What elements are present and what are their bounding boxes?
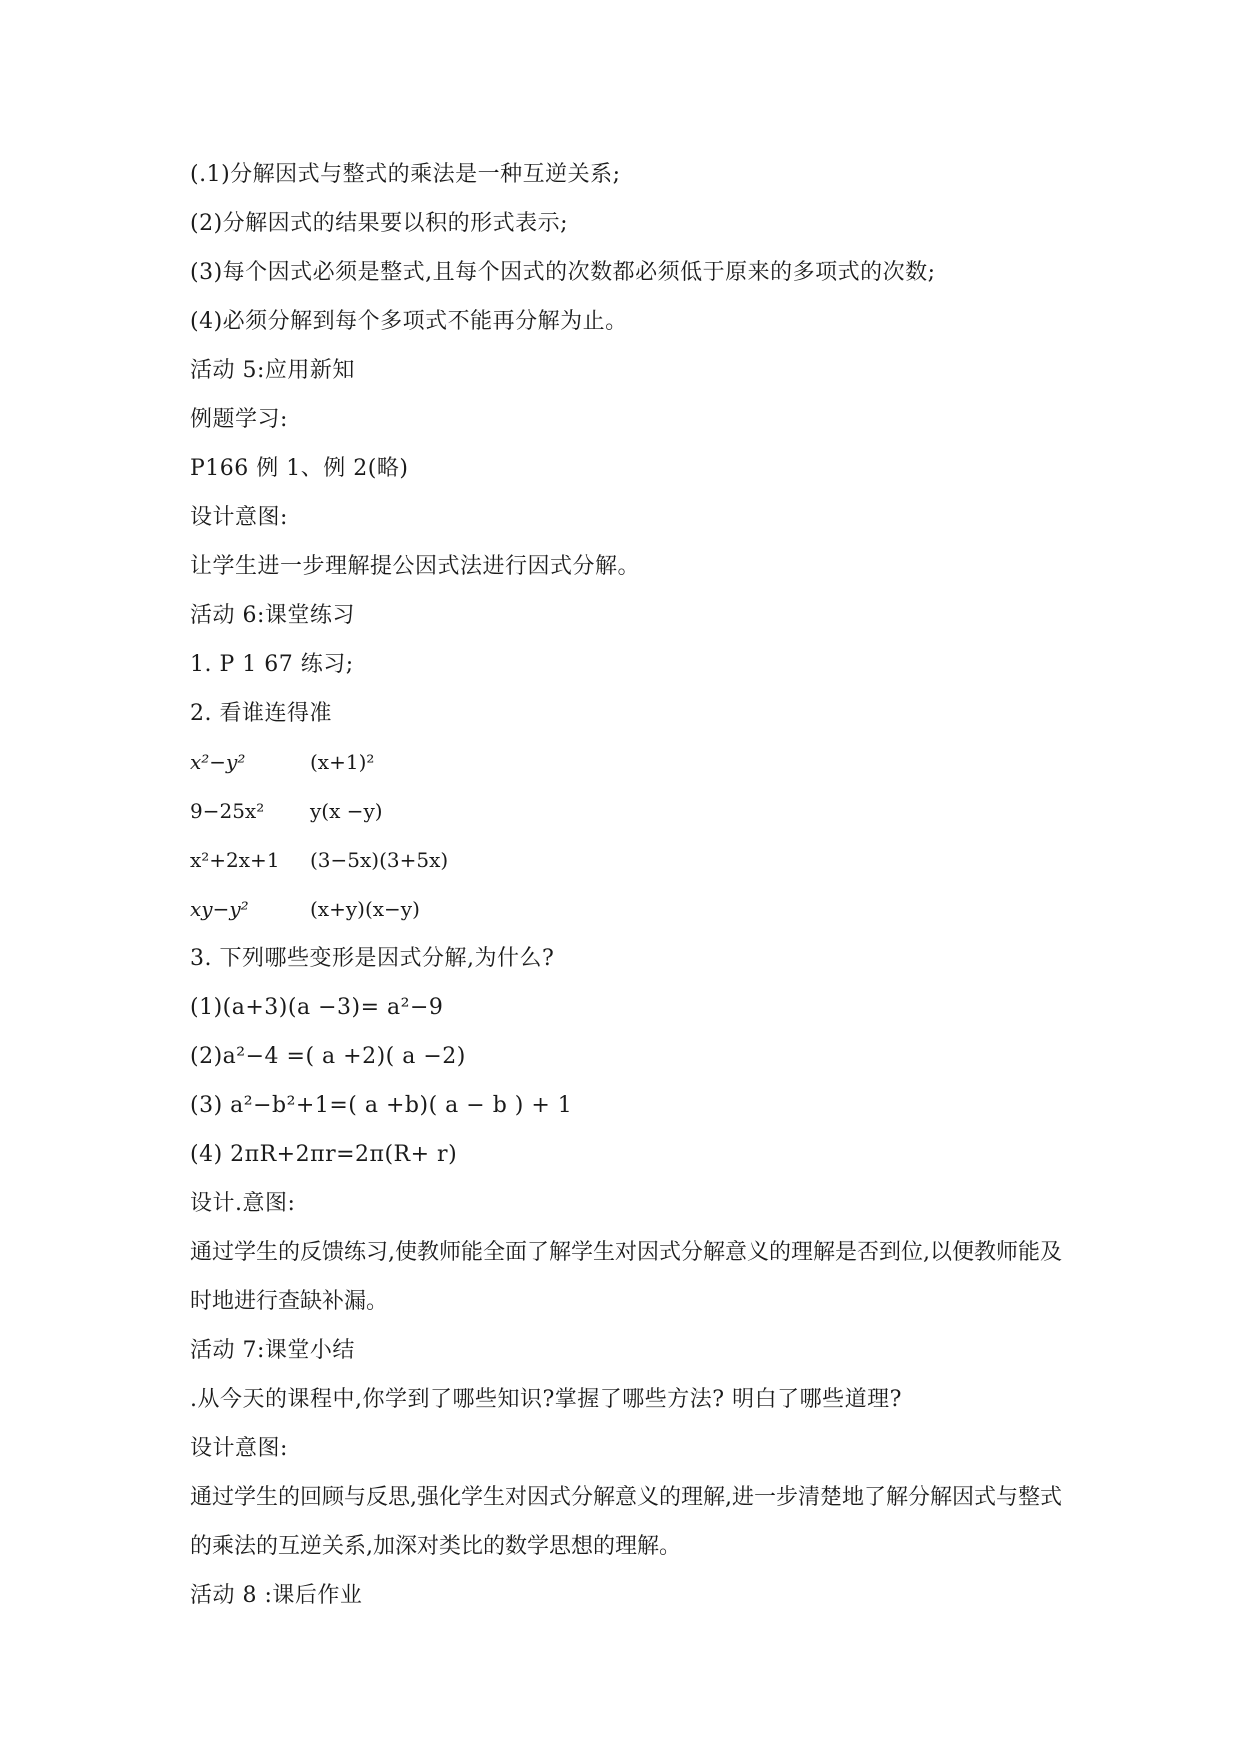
matching-left: x²+2x+1 <box>190 848 280 872</box>
matching-right: y(x −y) <box>310 799 383 823</box>
matching-right: (x+1)² <box>310 750 375 774</box>
matching-left: 9−25x² <box>190 799 265 823</box>
note-3: (3)每个因式必须是整式,且每个因式的次数都必须低于原来的多项式的次数; <box>190 260 936 285</box>
activity5-intent-text: 让学生进一步理解提公因式法进行因式分解。 <box>190 554 641 579</box>
activity6-item3: 3. 下列哪些变形是因式分解,为什么? <box>190 946 555 971</box>
matching-row <box>190 836 1070 885</box>
activity7-question: .从今天的课程中,你学到了哪些知识?掌握了哪些方法? 明白了哪些道理? <box>190 1387 902 1412</box>
activity6-item1: 1. P 1 67 练习; <box>190 652 354 677</box>
transform-4: (4) 2πR+2πr=2π(R+ r) <box>190 1142 458 1167</box>
activity5-example-ref: P166 例 1、例 2(略) <box>190 456 409 481</box>
activity6-intent-label: 设计.意图: <box>190 1191 296 1216</box>
note-1: (.1)分解因式与整式的乘法是一种互逆关系; <box>190 162 621 187</box>
activity5-heading: 活动 5:应用新知 <box>190 358 355 383</box>
matching-row <box>190 885 1070 934</box>
activity7-intent-label: 设计意图: <box>190 1436 288 1461</box>
matching-row <box>190 787 1070 836</box>
matching-left: xy−y² <box>190 897 249 921</box>
transform-2: (2)a²−4 =( a +2)( a −2) <box>190 1044 466 1069</box>
matching-right: (x+y)(x−y) <box>310 897 420 921</box>
document-body <box>190 150 1070 1620</box>
matching-row <box>190 738 1070 787</box>
activity5-example-label: 例题学习: <box>190 407 288 432</box>
activity6-heading: 活动 6:课堂练习 <box>190 603 355 628</box>
activity6-item2: 2. 看谁连得准 <box>190 701 332 726</box>
activity6-intent-text: 通过学生的反馈练习,使教师能全面了解学生对因式分解意义的理解是否到位,以便教师能及时地进行查缺补漏。 <box>190 1240 1062 1314</box>
note-2: (2)分解因式的结果要以积的形式表示; <box>190 211 569 236</box>
matching-left: x²−y² <box>190 750 246 774</box>
transform-1: (1)(a+3)(a −3)= a²−9 <box>190 995 444 1020</box>
activity8-heading: 活动 8 :课后作业 <box>190 1583 363 1608</box>
matching-right: (3−5x)(3+5x) <box>310 848 449 872</box>
activity7-intent-text: 通过学生的回顾与反思,强化学生对因式分解意义的理解,进一步清楚地了解分解因式与整式的乘法的互逆关系,加深对类比的数学思想的理解。 <box>190 1485 1062 1559</box>
transform-3: (3) a²−b²+1=( a +b)( a − b ) + 1 <box>190 1093 573 1118</box>
note-4: (4)必须分解到每个多项式不能再分解为止。 <box>190 309 628 334</box>
activity5-intent-label: 设计意图: <box>190 505 288 530</box>
activity7-heading: 活动 7:课堂小结 <box>190 1338 355 1363</box>
